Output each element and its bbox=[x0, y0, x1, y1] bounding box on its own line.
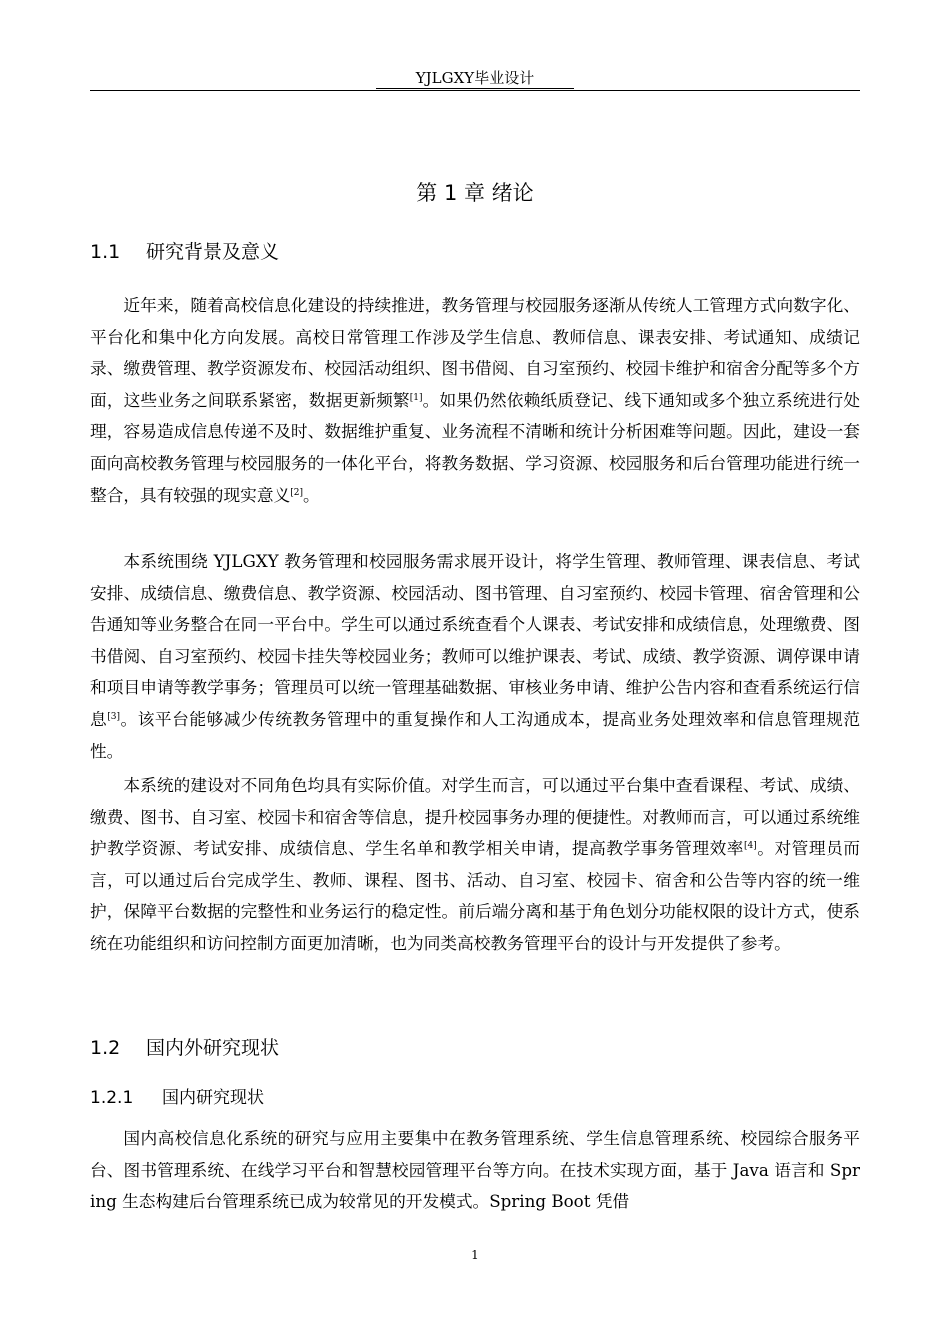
paragraph-role-value bbox=[90, 770, 860, 960]
paragraph-text: 本系统围绕 YJLGXY 教务管理和校园服务需求展开设计，将学生管理、教师管理、课表信息、考试安排、成绩信息、缴费信息、教学资源、校园活动、图书管理、自习室预约、校园卡管理、宿舍管理和公告通知等业务整合在同一平台中。学生可以通过系统查看个人课表、考试安排和成绩信息，处理缴费、图书借阅、自习室预约、校园卡挂失等校园业务；教师可以维护课表、考试、成绩、教学资源、调停课申请和项目申请等教学事务；管理员可以统一管理基础数据、审核业务申请、维护公告内容和查看系统运行信息 bbox=[90, 551, 860, 729]
paragraph-text: 国内高校信息化系统的研究与应用主要集中在教务管理系统、学生信息管理系统、校园综合服务平台、图书管理系统、在线学习平台和智慧校园管理平台等方向。在技术实现方面，基于 Java 语言和 Spring 生态构建后台管理系统已成为较常见的开发模式。Spring Boot 凭借 bbox=[90, 1128, 860, 1212]
section-heading-1-1 bbox=[90, 237, 279, 267]
paragraph-text: 本系统的建设对不同角色均具有实际价值。对学生而言，可以通过平台集中查看课程、考试、成绩、缴费、图书、自习室、校园卡和宿舍等信息，提升校园事务办理的便捷性。对教师而言，可以通过系统维护教学资源、考试安排、成绩信息、学生名单和教学相关申请，提高教学事务管理效率 bbox=[90, 775, 860, 859]
paragraph-domestic-research bbox=[90, 1123, 860, 1218]
section-number: 1.2 bbox=[90, 1037, 121, 1059]
paragraph-text: 。 bbox=[303, 484, 320, 505]
paragraph-text: 近年来，随着高校信息化建设的持续推进，教务管理与校园服务逐渐从传统人工管理方式向数字化、平台化和集中化方向发展。高校日常管理工作涉及学生信息、教师信息、课表安排、考试通知、成绩记录、缴费管理、教学资源发布、校园活动组织、图书借阅、自习室预约、校园卡维护和宿舍分配等多个方面，这些业务之间联系紧密，数据更新频繁 bbox=[90, 295, 860, 410]
subsection-title: 国内研究现状 bbox=[162, 1088, 264, 1108]
paragraph-system-scope bbox=[90, 546, 860, 767]
subsection-heading-1-2-1 bbox=[90, 1084, 264, 1112]
section-title: 研究背景及意义 bbox=[146, 241, 280, 263]
section-number: 1.1 bbox=[90, 241, 121, 263]
section-title: 国内外研究现状 bbox=[146, 1037, 280, 1059]
section-heading-1-2 bbox=[90, 1033, 279, 1063]
citation-ref: [1] bbox=[409, 392, 423, 403]
chapter-title: 第 1 章 绪论 bbox=[416, 181, 534, 205]
paragraph-text: 。对管理员而言，可以通过后台完成学生、教师、课程、图书、活动、自习室、校园卡、宿舍和公告等内容的统一维护，保障平台数据的完整性和业务运行的稳定性。前后端分离和基于角色划分功能权限的设计方式，使系统在功能组织和访问控制方面更加清晰，也为同类高校教务管理平台的设计与开发提供了参考。 bbox=[90, 838, 860, 953]
header-text: YJLGXY毕业设计 bbox=[376, 68, 574, 89]
page-number: 1 bbox=[471, 1248, 479, 1262]
paragraph-text: 。该平台能够减少传统教务管理中的重复操作和人工沟通成本，提高业务处理效率和信息管理规范性。 bbox=[90, 708, 861, 761]
citation-ref: [3] bbox=[107, 711, 120, 722]
page-header bbox=[90, 68, 860, 91]
citation-ref: [2] bbox=[290, 487, 303, 498]
paragraph-background bbox=[90, 290, 860, 511]
subsection-number: 1.2.1 bbox=[90, 1088, 134, 1108]
paragraph-text: 。如果仍然依赖纸质登记、线下通知或多个独立系统进行处理，容易造成信息传递不及时、数据维护重复、业务流程不清晰和统计分析困难等问题。因此，建设一套面向高校教务管理与校园服务的一体化平台，将教务数据、学习资源、校园服务和后台管理功能进行统一整合，具有较强的现实意义 bbox=[90, 389, 861, 505]
citation-ref: [4] bbox=[743, 841, 757, 852]
